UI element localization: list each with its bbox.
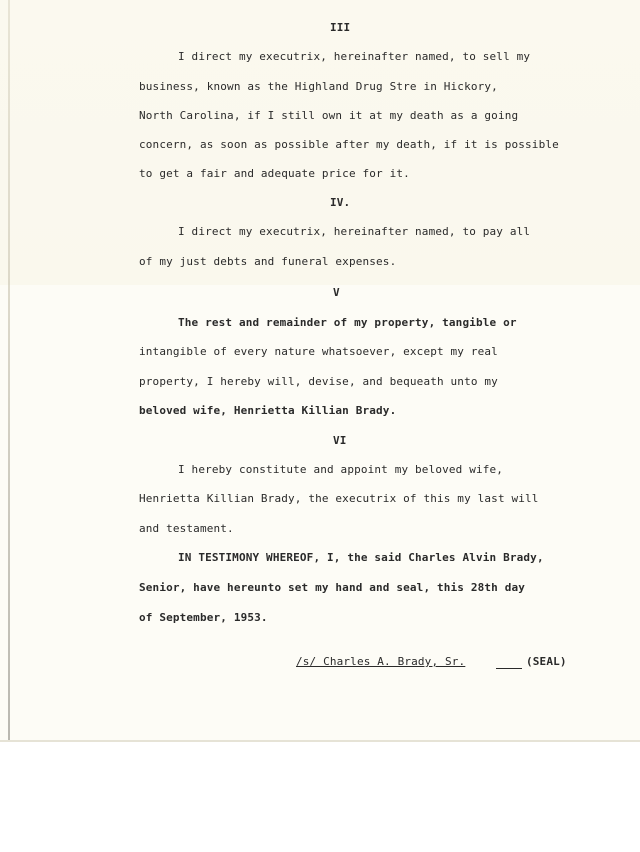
page-left-edge bbox=[8, 0, 10, 742]
paragraph-line: beloved wife, Henrietta Killian Brady. bbox=[139, 404, 397, 417]
paragraph-line: Henrietta Killian Brady, the executrix of this my last will bbox=[139, 492, 539, 505]
signature-underline bbox=[496, 655, 522, 669]
testimony-line: IN TESTIMONY WHEREOF, I, the said Charles Alvin Brady, bbox=[178, 551, 544, 564]
paragraph-line: concern, as soon as possible after my death, if it is possible bbox=[139, 138, 559, 151]
testimony-line: of September, 1953. bbox=[139, 611, 268, 624]
paragraph-line: North Carolina, if I still own it at my death as a going bbox=[139, 109, 519, 122]
paragraph-line: business, known as the Highland Drug Stre in Hickory, bbox=[139, 80, 498, 93]
paragraph-line: intangible of every nature whatsoever, except my real bbox=[139, 345, 498, 358]
testimony-line: Senior, have hereunto set my hand and seal, this 28th day bbox=[139, 581, 526, 594]
paragraph-line: I direct my executrix, hereinafter named, to sell my bbox=[178, 50, 531, 63]
signature-name: /s/ Charles A. Brady, Sr. bbox=[296, 655, 466, 668]
section-heading-v: V bbox=[333, 286, 340, 299]
section-heading-vi: VI bbox=[333, 434, 347, 447]
paragraph-line: and testament. bbox=[139, 522, 234, 535]
section-heading-iii: III bbox=[330, 21, 351, 34]
section-heading-iv: IV. bbox=[330, 196, 351, 209]
paragraph-line: The rest and remainder of my property, tangible or bbox=[178, 316, 517, 329]
paragraph-line: to get a fair and adequate price for it. bbox=[139, 167, 410, 180]
paragraph-line: property, I hereby will, devise, and bequeath unto my bbox=[139, 375, 498, 388]
page-bottom-edge bbox=[0, 740, 640, 742]
paragraph-line: of my just debts and funeral expenses. bbox=[139, 255, 397, 268]
paragraph-line: I hereby constitute and appoint my beloved wife, bbox=[178, 463, 504, 476]
paragraph-line: I direct my executrix, hereinafter named, to pay all bbox=[178, 225, 531, 238]
seal-label: (SEAL) bbox=[526, 655, 567, 668]
